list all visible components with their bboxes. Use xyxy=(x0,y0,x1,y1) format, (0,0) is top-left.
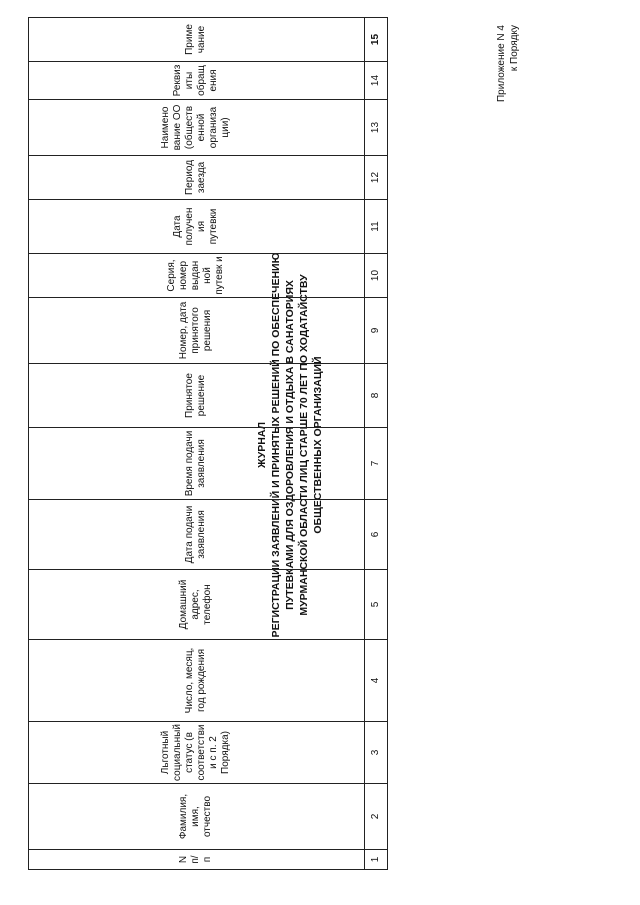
column-number: 8 xyxy=(364,364,387,428)
column-number: 15 xyxy=(364,18,387,62)
header-cell: Реквиз иты обращ ения xyxy=(29,62,365,100)
header-cell: Наимено вание ОО (обществ енной организа ции) xyxy=(29,100,365,156)
column-number: 13 xyxy=(364,100,387,156)
header-cell: Число, месяц, год рождения xyxy=(29,640,365,722)
title-line-5: ОБЩЕСТВЕННЫХ ОРГАНИЗАЦИЙ xyxy=(312,356,324,534)
title-line-1: ЖУРНАЛ xyxy=(256,422,268,468)
header-cell: N п/ п xyxy=(29,850,365,870)
column-number: 4 xyxy=(364,640,387,722)
header-cell: Период заезда xyxy=(29,156,365,200)
header-cell: Дата подачи заявления xyxy=(29,500,365,570)
title-line-2: РЕГИСТРАЦИИ ЗАЯВЛЕНИЙ И ПРИНЯТЫХ РЕШЕНИЙ ПО ОБЕСПЕЧЕНИЮ xyxy=(270,252,282,638)
column-number: 11 xyxy=(364,200,387,254)
header-cell: Время подачи заявления xyxy=(29,428,365,500)
header-cell: Домашний адрес, телефон xyxy=(29,570,365,640)
column-number: 9 xyxy=(364,298,387,364)
column-number: 1 xyxy=(364,850,387,870)
header-cell: Дата получен ия путевки xyxy=(29,200,365,254)
column-number: 3 xyxy=(364,722,387,784)
header-cell: Льготный социальный статус (в соответстви и с п. 2 Порядка) xyxy=(29,722,365,784)
journal-table xyxy=(28,17,388,870)
title-line-4: МУРМАНСКОЙ ОБЛАСТИ ЛИЦ СТАРШЕ 70 ЛЕТ ПО ХОДАТАЙСТВУ xyxy=(298,274,310,616)
column-number-row xyxy=(364,18,387,870)
header-cell: Фамилия, имя, отчество xyxy=(29,784,365,850)
header-cell: Приме чание xyxy=(29,18,365,62)
header-cell: Номер, дата принятого решения xyxy=(29,298,365,364)
column-number: 7 xyxy=(364,428,387,500)
column-number: 6 xyxy=(364,500,387,570)
column-number: 12 xyxy=(364,156,387,200)
appendix-line-1: Приложение N 4 xyxy=(496,25,507,102)
column-number: 14 xyxy=(364,62,387,100)
column-number: 10 xyxy=(364,254,387,298)
table-header-row xyxy=(29,18,365,870)
header-cell: Серия, номер выдан ной путевк и xyxy=(29,254,365,298)
appendix-line-2: к Порядку xyxy=(509,25,520,72)
column-number: 5 xyxy=(364,570,387,640)
appendix-note xyxy=(495,25,521,115)
header-cell: Принятое решение xyxy=(29,364,365,428)
title-line-3: ПУТЕВКАМИ ДЛЯ ОЗДОРОВЛЕНИЯ И ОТДЫХА В САНАТОРИЯХ xyxy=(284,280,296,610)
column-number: 2 xyxy=(364,784,387,850)
